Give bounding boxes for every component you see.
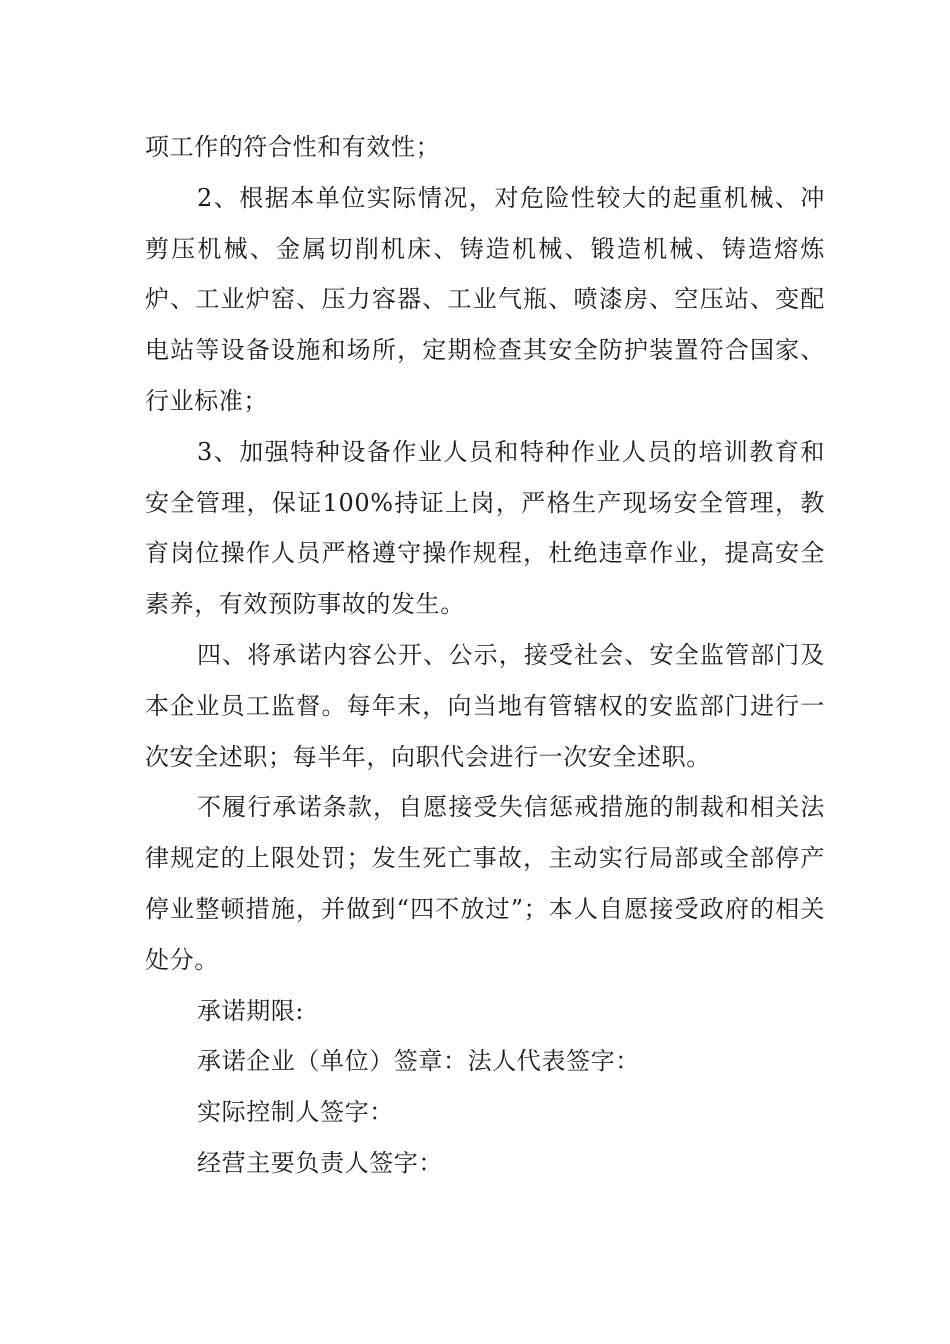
commitment-term-label: 承诺期限: bbox=[197, 996, 305, 1025]
controller-signature-label: 实际控制人签字： bbox=[197, 1098, 394, 1127]
document-page bbox=[145, 122, 825, 1189]
paragraph-continuation: 项工作的符合性和有效性； bbox=[145, 133, 441, 161]
manager-signature-label: 经营主要负责人签字： bbox=[197, 1148, 443, 1177]
paragraph-section-4: 四、将承诺内容公开、公示，接受社会、安全监管部门及本企业员工监督。每年末，向当地有管辖权的安监部门进行一次安全述职；每半年，向职代会进行一次安全述职。 bbox=[145, 640, 825, 771]
paragraph-item-3: 3、加强特种设备作业人员和特种作业人员的培训教育和安全管理，保证100%持证上岗，严格生产现场安全管理，教育岗位操作人员严格遵守操作规程，杜绝违章作业，提高安全素养，有效预防事故的发生。 bbox=[145, 437, 825, 619]
enterprise-signature-label: 承诺企业（单位）签章：法人代表签字： bbox=[197, 1047, 640, 1076]
paragraph-item-2: 2、根据本单位实际情况，对危险性较大的起重机械、冲剪压机械、金属切削机床、铸造机械、锻造机械、铸造熔炼炉、工业炉窑、压力容器、工业气瓶、喷漆房、空压站、变配电站等设备设施和场所，定期检查其安全防护装置符合国家、行业标准； bbox=[145, 183, 825, 415]
paragraph-penalty-clause: 不履行承诺条款，自愿接受失信惩戒措施的制裁和相关法律规定的上限处罚；发生死亡事故，主动实行局部或全部停产停业整顿措施，并做到“四不放过”；本人自愿接受政府的相关处分。 bbox=[145, 793, 825, 974]
